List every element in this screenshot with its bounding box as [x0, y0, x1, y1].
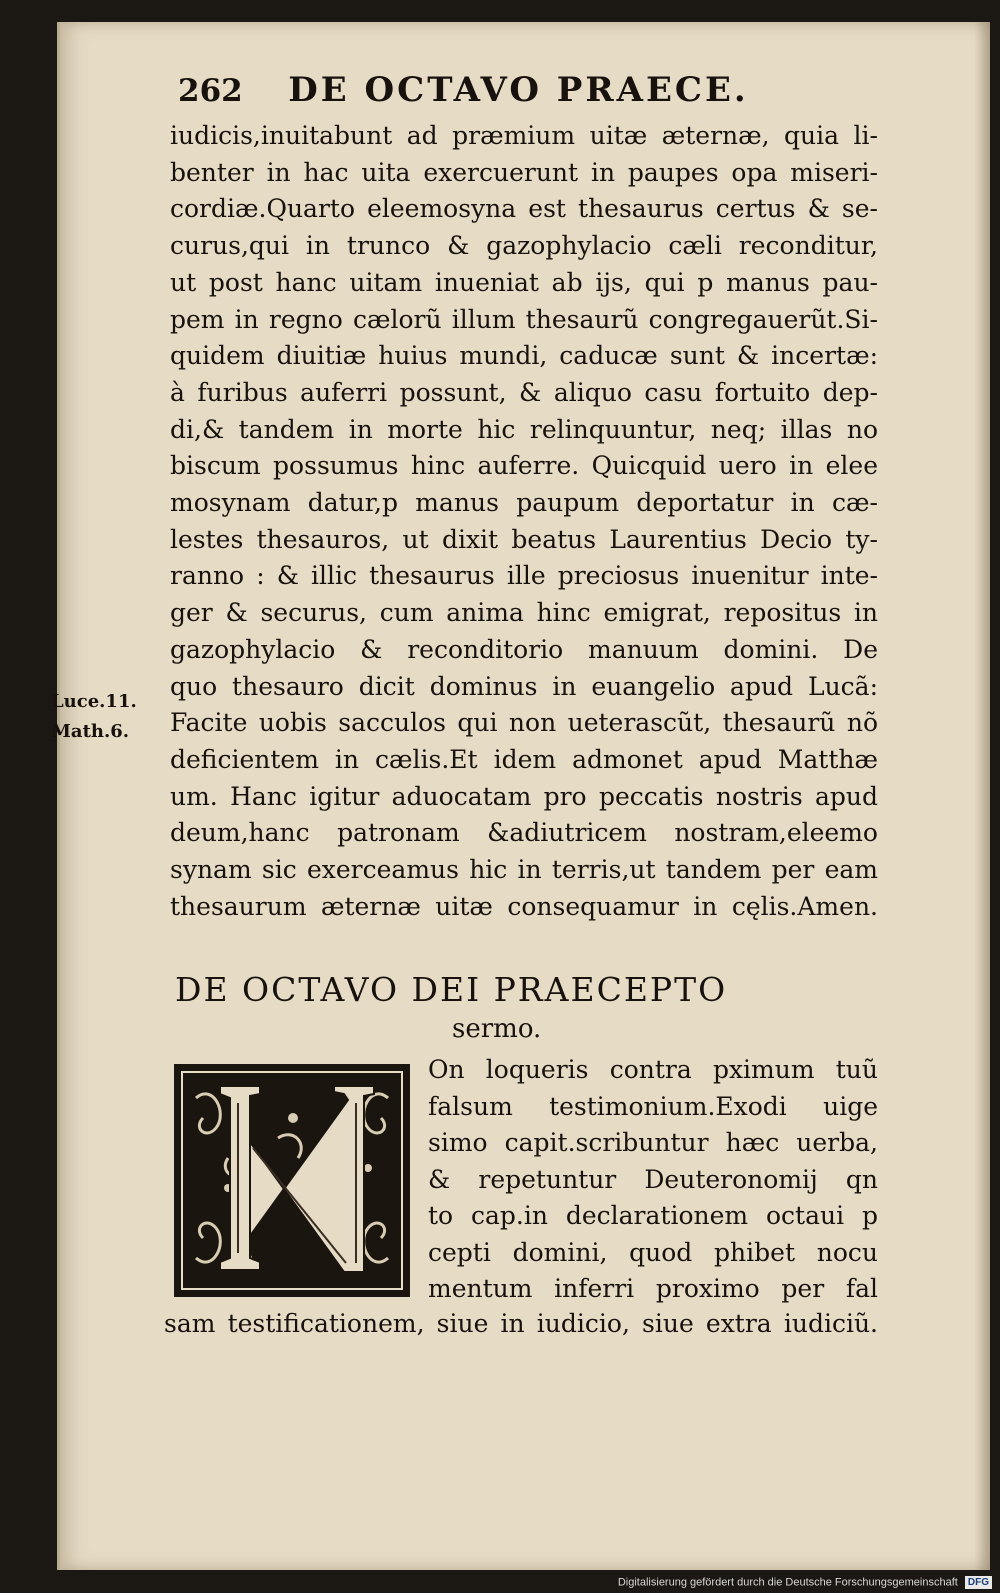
- text-line: thesaurum æternæ uitæ consequamur in cęlis.Amen.: [170, 891, 878, 921]
- text-line: curus,qui in trunco & gazophylacio cæli reconditur,: [170, 231, 878, 261]
- marginal-note-luke: Luce.11.: [51, 691, 137, 712]
- marginal-notes: [51, 687, 137, 747]
- text-line: Facite uobis sacculos qui non ueterascũt, thesaurũ nõ: [170, 708, 878, 738]
- text-line: ut post hanc uitam inueniat ab ijs, qui p manus pau-: [170, 267, 878, 297]
- text-line: biscum possumus hinc auferre. Quicquid uero in elee: [170, 451, 878, 481]
- text-line: quidem diuitiæ huius mundi, caducæ sunt & incertæ:: [170, 341, 878, 371]
- text-line: deficientem in cælis.Et idem admonet apud Matthæ: [170, 744, 878, 774]
- text-line: deum,hanc patronam &adiutricem nostram,eleemo: [170, 818, 878, 848]
- page-header: [178, 70, 798, 110]
- text-line: um. Hanc igitur aduocatam pro peccatis nostris apud: [170, 781, 878, 811]
- decorated-initial-n: [168, 1058, 416, 1303]
- dfg-logo-icon: DFG: [965, 1576, 992, 1589]
- text-line: to cap.in declarationem octaui p: [428, 1201, 878, 1230]
- text-line: di,& tandem in morte hic relinquuntur, neq; illas no: [170, 414, 878, 444]
- text-line: à furibus auferri possunt, & aliquo casu fortuito dep-: [170, 377, 878, 407]
- marginal-note-matthew: Math.6.: [51, 721, 130, 742]
- text-line: mosynam datur,p manus paupum deportatur in cæ-: [170, 488, 878, 518]
- digitization-footer: [618, 1576, 992, 1589]
- closing-line: [164, 1306, 878, 1342]
- text-line: benter in hac uita exercuerunt in paupes opa miseri-: [170, 157, 878, 187]
- text-line: ger & securus, cum anima hinc emigrat, repositus in: [170, 598, 878, 628]
- text-line: mentum inferri proximo per fal: [428, 1274, 878, 1303]
- text-line: cordiæ.Quarto eleemosyna est thesaurus certus & se-: [170, 194, 878, 224]
- text-line: ranno : & illic thesaurus ille preciosus inuenitur inte-: [170, 561, 878, 591]
- text-line: & repetuntur Deuteronomij qn: [428, 1164, 878, 1194]
- text-line: cepti domini, quod phibet nocu: [428, 1237, 878, 1267]
- text-line: falsum testimonium.Exodi uige: [428, 1091, 878, 1121]
- body-text: [170, 118, 878, 925]
- section-subtitle: sermo.: [452, 1014, 542, 1044]
- text-line: synam sic exerceamus hic in terris,ut tandem per eam: [170, 855, 878, 885]
- text-line: lestes thesauros, ut dixit beatus Laurentius Decio ty-: [170, 524, 878, 554]
- text-line: sam testificationem, siue in iudicio, siue extra iudiciũ.: [164, 1309, 878, 1338]
- section-title: DE OCTAVO DEI PRAECEPTO: [175, 970, 728, 1009]
- text-line: pem in regno cælorũ illum thesaurũ congregauerũt.Si-: [170, 304, 878, 334]
- text-line: quo thesauro dicit dominus in euangelio apud Lucã:: [170, 671, 878, 701]
- text-line: gazophylacio & reconditorio manuum domini. De: [170, 634, 878, 664]
- running-head: DE OCTAVO PRAECE.: [288, 70, 749, 110]
- decorated-initial-n-icon: [168, 1058, 416, 1303]
- text-line: iudicis,inuitabunt ad præmium uitæ æternæ, quia li-: [170, 121, 878, 150]
- text-line: On loqueris contra pximum tuũ: [428, 1055, 878, 1084]
- section-text: [428, 1052, 878, 1308]
- text-line: simo capit.scribuntur hæc uerba,: [428, 1128, 878, 1157]
- footer-credit: Digitalisierung gefördert durch die Deutsche Forschungsgemeinschaft: [617, 1576, 958, 1589]
- page-number: 262: [178, 73, 243, 109]
